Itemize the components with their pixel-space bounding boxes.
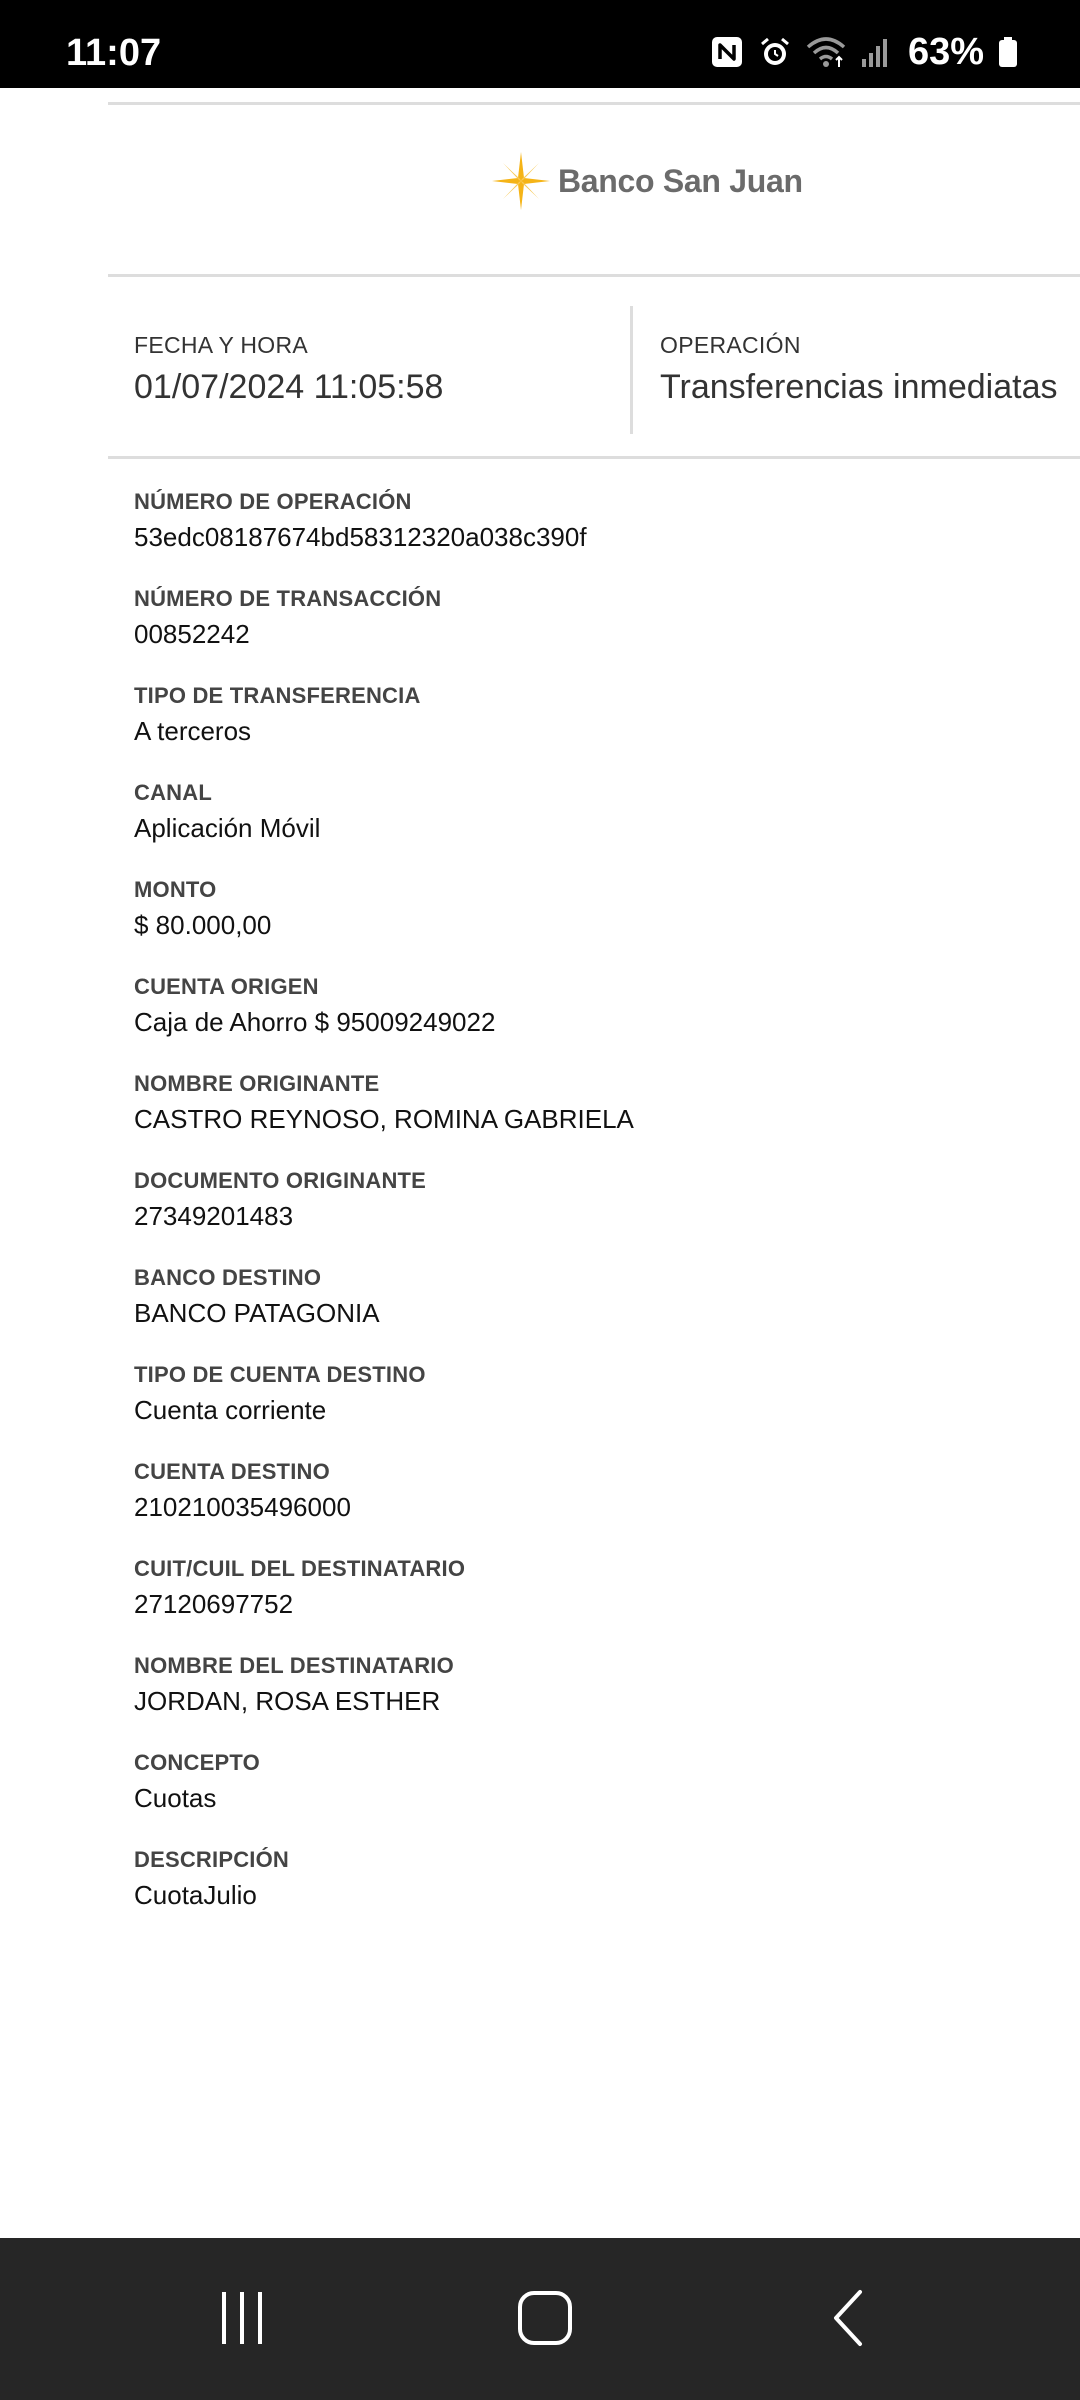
field-nombre-originante — [134, 1070, 1034, 1167]
field-cuenta-origen — [134, 973, 1034, 1070]
field-value: Cuenta corriente — [134, 1395, 327, 1425]
field-label: CUIT/CUIL DEL DESTINATARIO — [134, 1556, 466, 1581]
field-value: BANCO PATAGONIA — [134, 1298, 380, 1328]
home-button[interactable] — [485, 2278, 605, 2358]
operation-summary — [108, 302, 1080, 434]
field-value: $ 80.000,00 — [134, 910, 272, 940]
field-canal — [134, 779, 1034, 876]
field-label: DOCUMENTO ORIGINANTE — [134, 1168, 427, 1193]
field-label: CANAL — [134, 780, 212, 805]
field-value: Caja de Ahorro $ 95009249022 — [134, 1007, 496, 1037]
alarm-icon — [758, 35, 792, 69]
field-tipo-transferencia — [134, 682, 1034, 779]
battery-percentage: 63% — [907, 31, 984, 73]
receipt-top-divider — [108, 102, 1080, 105]
date-time-value: 01/07/2024 11:05:58 — [134, 368, 444, 406]
logo-divider — [108, 274, 1080, 277]
field-label: NOMBRE DEL DESTINATARIO — [134, 1653, 454, 1678]
field-label: TIPO DE CUENTA DESTINO — [134, 1362, 426, 1387]
field-value: CuotaJulio — [134, 1880, 257, 1910]
status-icons — [710, 28, 1018, 76]
operation-label: OPERACIÓN — [660, 332, 801, 358]
field-value: 00852242 — [134, 619, 250, 649]
field-value: 27120697752 — [134, 1589, 294, 1619]
transfer-details — [134, 488, 1034, 1943]
status-bar — [0, 0, 1080, 88]
field-value: Cuotas — [134, 1783, 217, 1813]
field-label: MONTO — [134, 877, 217, 902]
field-label: CUENTA ORIGEN — [134, 974, 319, 999]
navigation-bar — [0, 2238, 1080, 2400]
battery-icon — [998, 35, 1018, 69]
field-label: CUENTA DESTINO — [134, 1459, 330, 1484]
date-time-label: FECHA Y HORA — [134, 332, 309, 358]
field-cuit-destinatario — [134, 1555, 1034, 1652]
field-concepto — [134, 1749, 1034, 1846]
field-label: NÚMERO DE TRANSACCIÓN — [134, 586, 442, 611]
field-value: CASTRO REYNOSO, ROMINA GABRIELA — [134, 1104, 634, 1134]
field-cuenta-destino — [134, 1458, 1034, 1555]
field-label: BANCO DESTINO — [134, 1265, 322, 1290]
field-label: DESCRIPCIÓN — [134, 1847, 289, 1872]
field-value: 27349201483 — [134, 1201, 294, 1231]
field-nombre-destinatario — [134, 1652, 1034, 1749]
wifi-icon — [806, 35, 846, 69]
field-label: NOMBRE ORIGINANTE — [134, 1071, 380, 1096]
recents-icon — [212, 2288, 272, 2348]
operation-value: Transferencias inmediatas — [660, 368, 1058, 406]
field-value: JORDAN, ROSA ESTHER — [134, 1686, 441, 1716]
field-label: TIPO DE TRANSFERENCIA — [134, 683, 421, 708]
nfc-icon — [710, 35, 744, 69]
field-tipo-cuenta-destino — [134, 1361, 1034, 1458]
field-label: NÚMERO DE OPERACIÓN — [134, 489, 412, 514]
bank-logo — [490, 150, 803, 212]
field-numero-transaccion — [134, 585, 1034, 682]
field-documento-originante — [134, 1167, 1034, 1264]
field-value: A terceros — [134, 716, 252, 746]
summary-divider — [630, 306, 633, 434]
back-icon — [820, 2288, 880, 2348]
star-icon — [490, 150, 552, 212]
field-descripcion — [134, 1846, 1034, 1943]
field-value: 210210035496000 — [134, 1492, 351, 1522]
bank-name: Banco San Juan — [558, 162, 803, 199]
recents-button[interactable] — [182, 2278, 302, 2358]
back-button[interactable] — [790, 2278, 910, 2358]
field-value: 53edc08187674bd58312320a038c390f — [134, 522, 587, 552]
field-banco-destino — [134, 1264, 1034, 1361]
signal-icon — [860, 35, 890, 69]
field-label: CONCEPTO — [134, 1750, 260, 1775]
home-icon — [515, 2288, 575, 2348]
field-value: Aplicación Móvil — [134, 813, 321, 843]
field-monto — [134, 876, 1034, 973]
field-numero-operacion — [134, 488, 1034, 585]
summary-bottom-divider — [108, 456, 1080, 459]
status-time: 11:07 — [66, 32, 162, 74]
